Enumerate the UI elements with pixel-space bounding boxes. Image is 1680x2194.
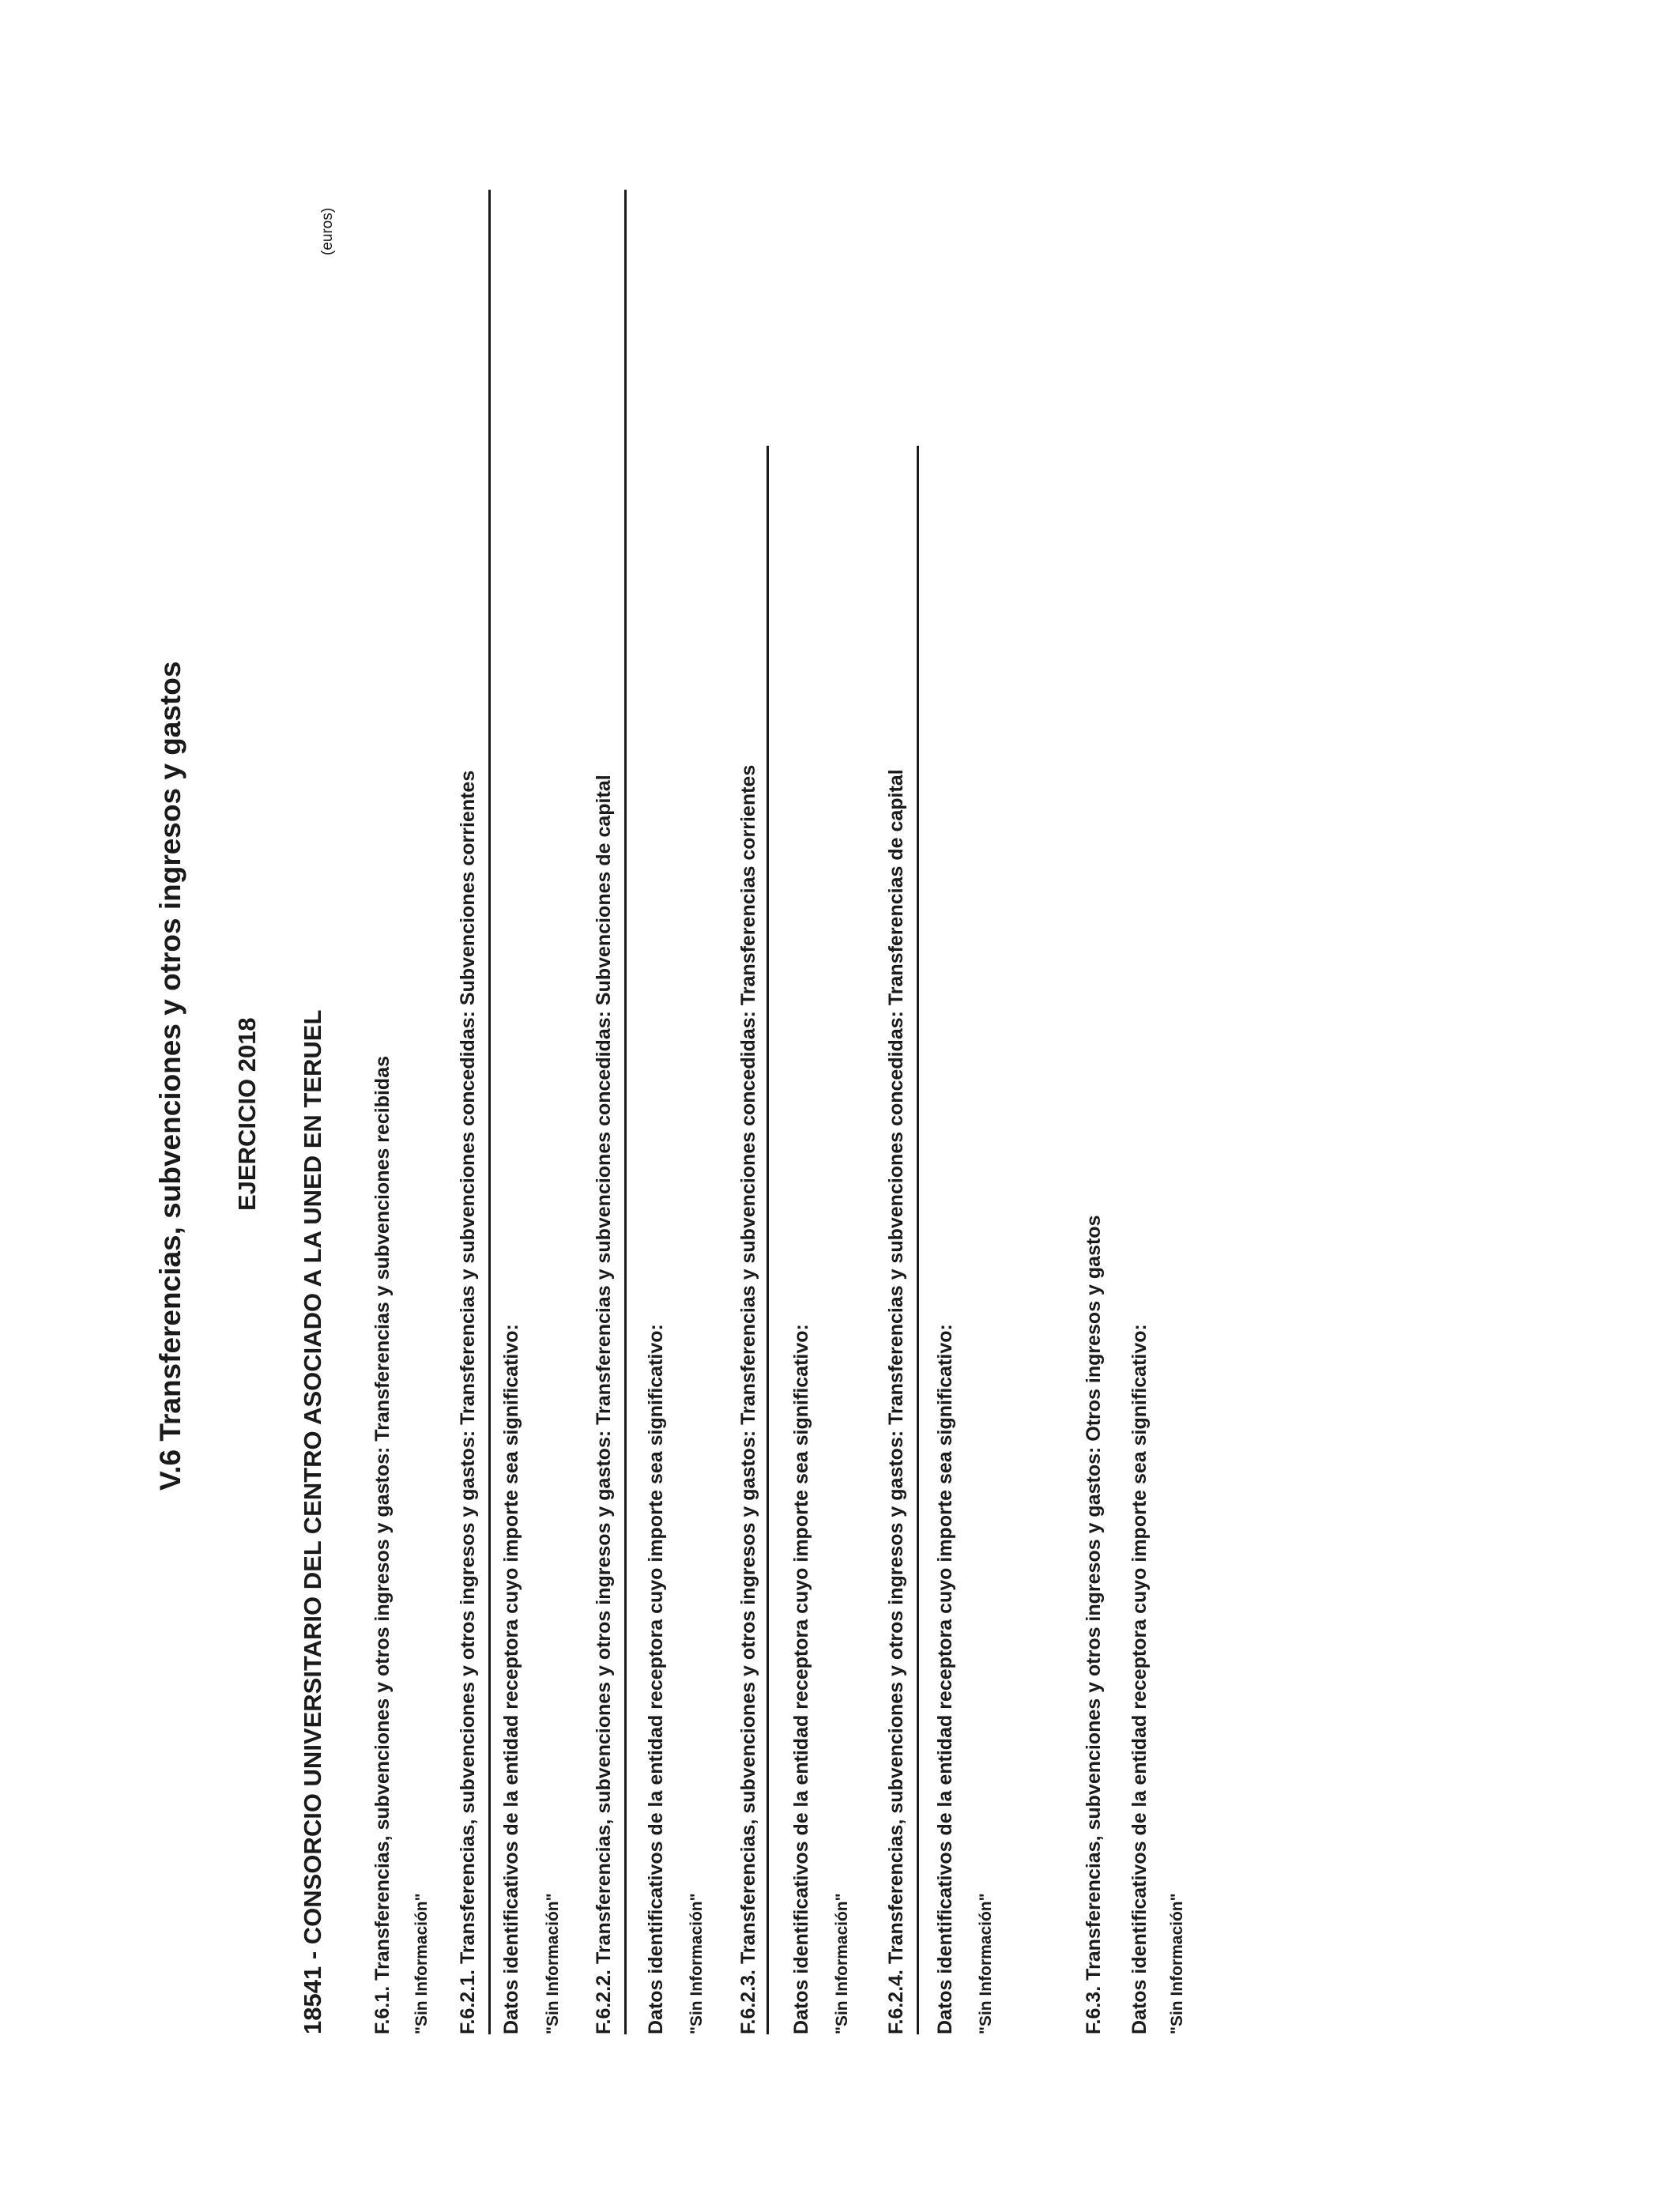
section-heading-f63: F.6.3. Transferencias, subvenciones y otros ingresos y gastos: Otros ingresos y gastos — [1083, 1215, 1105, 2034]
no-data-f621: "Sin Información" — [544, 1893, 562, 2034]
entity-name: 18541 - CONSORCIO UNIVERSITARIO DEL CENTRO ASOCIADO A LA UNED EN TERUEL — [299, 1009, 326, 2034]
subheading-f63: Datos identificativos de la entidad receptora cuyo importe sea significativo: — [1128, 1324, 1151, 2034]
subheading-f623: Datos identificativos de la entidad receptora cuyo importe sea significativo: — [790, 1324, 812, 2034]
section-rule-f621 — [488, 190, 491, 2034]
subheading-f622: Datos identificativos de la entidad receptora cuyo importe sea significativo: — [645, 1324, 667, 2034]
section-rule-f622 — [624, 190, 627, 2034]
section-heading-f624: F.6.2.4. Transferencias, subvenciones y otros ingresos y gastos: Transferencias y subvenciones concedidas: Transferencias de capital — [885, 769, 907, 2034]
no-data-f63: "Sin Información" — [1168, 1893, 1186, 2034]
no-data-f61: "Sin Información" — [412, 1893, 431, 2034]
section-rule-f624 — [917, 446, 919, 2034]
section-heading-f61: F.6.1. Transferencias, subvenciones y otros ingresos y gastos: Transferencias y subvenciones recibidas — [371, 1055, 394, 2034]
exercise-label: EJERCICIO 2018 — [233, 1017, 261, 1211]
subheading-f624: Datos identificativos de la entidad receptora cuyo importe sea significativo: — [934, 1324, 956, 2034]
subheading-f621: Datos identificativos de la entidad receptora cuyo importe sea significativo: — [500, 1324, 522, 2034]
no-data-f623: "Sin Información" — [833, 1893, 851, 2034]
section-heading-f622: F.6.2.2. Transferencias, subvenciones y otros ingresos y gastos: Transferencias y subvenciones concedidas: Subvenciones de capital — [593, 775, 615, 2034]
section-heading-f621: F.6.2.1. Transferencias, subvenciones y otros ingresos y gastos: Transferencias y subvenciones concedidas: Subvenciones corrientes — [457, 770, 479, 2034]
section-heading-f623: F.6.2.3. Transferencias, subvenciones y otros ingresos y gastos: Transferencias y subvenciones concedidas: Transferencias corrientes — [737, 764, 759, 2034]
no-data-f622: "Sin Información" — [687, 1893, 706, 2034]
no-data-f624: "Sin Información" — [977, 1893, 995, 2034]
units-label: (euros) — [319, 207, 336, 255]
section-rule-f623 — [767, 446, 769, 2034]
page-title: V.6 Transferencias, subvenciones y otros ingresos y gastos — [154, 661, 186, 1491]
